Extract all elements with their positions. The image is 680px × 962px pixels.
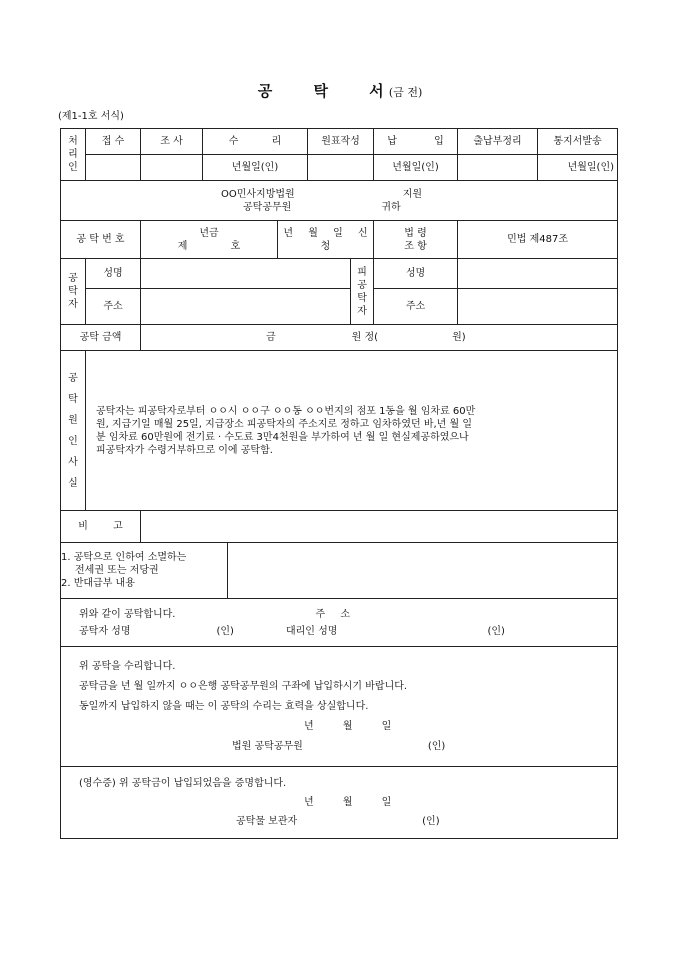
col-notice: 통지서발송 (538, 129, 618, 155)
depositor-addr-label: 주소 (86, 289, 141, 325)
facts-label: 공 탁 원 인 사 실 (61, 351, 86, 511)
depositor-label: 공 탁 자 (61, 259, 86, 325)
col-receipt: 접 수 (86, 129, 141, 155)
law-value[interactable]: 민법 제487조 (458, 221, 618, 259)
depositee-name-field[interactable] (458, 259, 618, 289)
form-number: (제1-1호 서식) (58, 111, 124, 122)
depositee-name-label: 성명 (374, 259, 458, 289)
extinct-label: 1. 공탁으로 인하여 소멸하는 전세권 또는 저당권 2. 반대급부 내용 (61, 543, 228, 599)
col-ledger: 원표작성 (308, 129, 374, 155)
depositee-label: 피 공 탁 자 (351, 259, 374, 325)
remarks-label: 비 고 (61, 511, 141, 543)
case-no-value[interactable]: 년금 제 호 (141, 221, 278, 259)
amount-label: 공탁 금액 (61, 325, 141, 351)
depositor-addr-field[interactable] (141, 289, 351, 325)
form-subtitle: (금 전) (388, 86, 423, 99)
deposit-form-table (60, 128, 618, 839)
date-payment[interactable]: 년월일(인) (374, 155, 458, 181)
date-notice[interactable]: 년월일(인) (538, 155, 618, 181)
depositor-name-field[interactable] (141, 259, 351, 289)
case-date[interactable]: 년 월 일 신청 (278, 221, 374, 259)
remarks-field[interactable] (141, 511, 618, 543)
extinct-field[interactable] (228, 543, 618, 599)
col-acceptance: 수 리 (203, 129, 308, 155)
cell-investigation[interactable] (141, 155, 203, 181)
facts-line-1: 공탁자는 피공탁자로부터 ㅇㅇ시 ㅇㅇ구 ㅇㅇ동 ㅇㅇ번지의 점포 1동을 월 임차료 60만 (96, 405, 476, 417)
cell-receipt[interactable] (86, 155, 141, 181)
acceptance: 위 공탁을 수리합니다. 공탁금을 년 월 일까지 ㅇㅇ은행 공탁공무원의 구좌에 납입하시기 바랍니다. 동일까지 납입하지 않을 때는 이 공탁의 수리는 효력을 상실합니다. 년 월 일 법원 공탁공무원 (인) (61, 647, 618, 767)
depositee-addr-label: 주소 (374, 289, 458, 325)
amount-field[interactable]: 금 원 정( 원) (141, 325, 618, 351)
facts-line-4: 피공탁자가 수령거부하므로 이에 공탁함. (96, 444, 273, 456)
depositee-addr-field[interactable] (458, 289, 618, 325)
form-title-text: 공 탁 서 (257, 82, 384, 100)
court-address: OO민사지방법원 지원 공탁공무원 귀하 (61, 181, 618, 221)
col-cashbook: 출납부정리 (458, 129, 538, 155)
col-payment: 납 입 (374, 129, 458, 155)
case-no-label: 공 탁 번 호 (61, 221, 141, 259)
law-label: 법 령 조 항 (374, 221, 458, 259)
facts-line-2: 원, 지급기일 매월 25일, 지급장소 피공탁자의 주소지로 정하고 임차하였던 바,년 월 일 (96, 418, 473, 430)
date-acceptance[interactable]: 년월일(인) (203, 155, 308, 181)
cell-ledger[interactable] (308, 155, 374, 181)
receipt: (영수증) 위 공탁금이 납입되었음을 증명합니다. 년 월 일 공탁물 보관자 (인) (61, 767, 618, 839)
form-title (0, 80, 680, 101)
facts-text[interactable] (86, 351, 618, 511)
facts-line-3: 분 임차료 60만원에 전기료 · 수도료 3만4천원을 부가하여 년 월 일 현실제공하였으나 (96, 431, 469, 443)
declaration: 위와 같이 공탁합니다. 주 소 공탁자 성명 (인) 대리인 성명 (인) (61, 599, 618, 647)
depositor-name-label: 성명 (86, 259, 141, 289)
cell-cashbook[interactable] (458, 155, 538, 181)
process-label: 처 리 인 (61, 129, 86, 181)
col-investigation: 조 사 (141, 129, 203, 155)
